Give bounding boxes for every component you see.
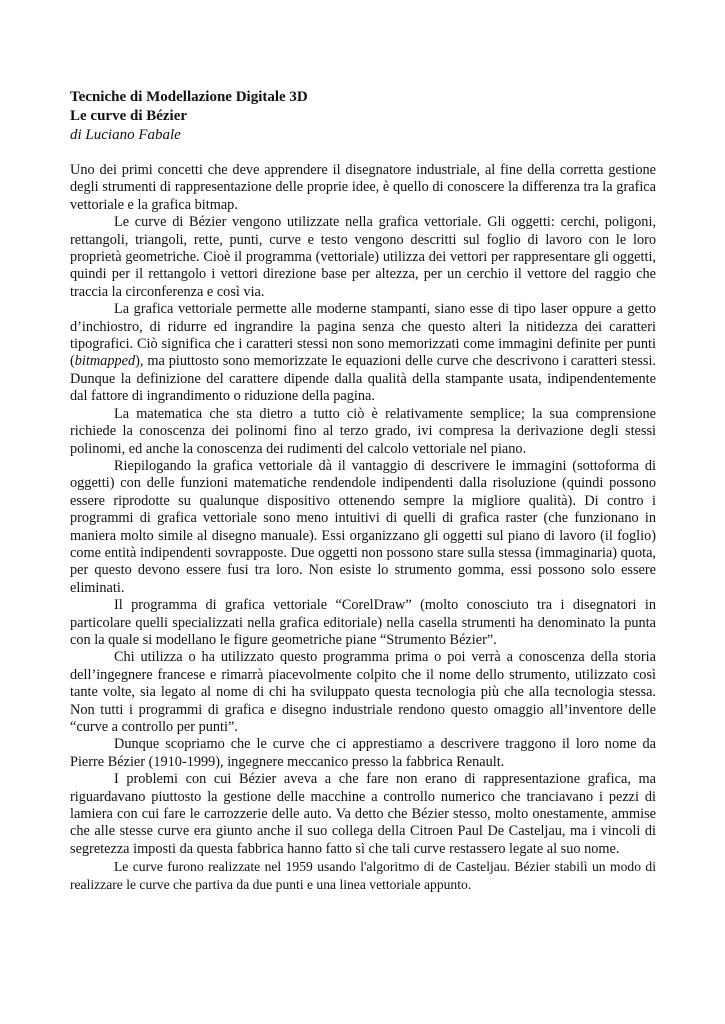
body-paragraph: La matematica che sta dietro a tutto ciò è relativamente semplice; la sua comprensione richiede la conoscenza dei polinomi fino al terzo grado, ivi compresa la derivazione degli stessi polinomi, ed anche la conoscenza dei rudimenti del calcolo vettoriale nel piano. bbox=[70, 405, 656, 457]
document-title: Tecniche di Modellazione Digitale 3D bbox=[70, 89, 308, 105]
body-paragraph: Le curve furono realizzate nel 1959 usando l'algoritmo di de Casteljau. Bézier stabilì un modo di realizzare le curve che partiva da due punti e una linea vettoriale appunto. bbox=[70, 859, 656, 892]
body-paragraph: Le curve di Bézier vengono utilizzate nella grafica vettoriale. Gli oggetti: cerchi, poligoni, rettangoli, triangoli, rette, punti, curve e testo vengono descritti sul foglio di lavoro con le loro proprietà geometriche. Cioè il programma (vettoriale) utilizza dei vettori per rappresentare gli oggetti, quindi per il rettangolo i vettori direzione base per altezza, per un cerchio il vettore del raggio che traccia la circonferenza e così via. bbox=[70, 214, 656, 300]
document-author: di Luciano Fabale bbox=[70, 127, 181, 143]
body-paragraph: La grafica vettoriale permette alle moderne stampanti, siano esse di tipo laser oppure a getto d’inchiostro, di ridurre ed ingrandire la pagina senza che questo alteri la nitidezza dei caratteri tipografici. Ciò significa che i caratteri stessi non sono memorizzati come immagini definite per punti (bitmapped), ma piuttosto sono memorizzate le equazioni delle curve che descrivono i caratteri stessi. Dunque la definizione del carattere dipende dalla qualità della stampante usata, indipendentemente dal fattore di ingrandimento o riduzione della pagina. bbox=[70, 301, 656, 405]
body-paragraph: Riepilogando la grafica vettoriale dà il vantaggio di descrivere le immagini (sottoforma di oggetti) con delle funzioni matematiche rendendole indipendenti dalla risoluzione (quindi possono essere riprodotte su qualunque dispositivo ottenendo sempre la migliore qualità). Di contro i programmi di grafica vettoriale sono meno intuitivi di quelli di grafica raster (che funzionano in maniera molto simile al disegno manuale). Essi organizzano gli oggetti sul piano di lavoro (il foglio) come entità indipendenti sovrapposte. Due oggetti non possono stare sulla stessa (immaginaria) quota, per questo devono essere fusi tra loro. Non esiste lo strumento gomma, essi possono solo essere eliminati. bbox=[70, 457, 656, 596]
body-paragraph: Uno dei primi concetti che deve apprendere il disegnatore industriale, al fine della corretta gestione degli strumenti di rappresentazione delle proprie idee, è quello di conoscere la differenza tra la grafica vettoriale e la grafica bitmap. bbox=[70, 162, 656, 213]
emphasis-term: bitmapped bbox=[74, 353, 136, 370]
document-page bbox=[70, 88, 656, 893]
document-subtitle: Le curve di Bézier bbox=[70, 108, 188, 124]
body-paragraph: Chi utilizza o ha utilizzato questo programma prima o poi verrà a conoscenza della storia dell’ingegnere francese e rimarrà piacevolmente colpito che il nome dello strumento, utilizzato così tante volte, sia legato al nome di chi ha sviluppato questa tecnologia più che alla tecnologia stessa. Non tutti i programmi di grafica e disegno industriale rendono questo omaggio all’inventore delle “curve a controllo per punti”. bbox=[70, 649, 656, 735]
body-paragraph: Dunque scopriamo che le curve che ci apprestiamo a descrivere traggono il loro nome da Pierre Bézier (1910-1999), ingegnere meccanico presso la fabbrica Renault. bbox=[70, 736, 656, 770]
body-paragraph: Il programma di grafica vettoriale “CorelDraw” (molto conosciuto tra i disegnatori in particolare quelli specializzati nella grafica editoriale) nella casella strumenti ha denominato la punta con la quale si modellano le figure geometriche piane “Strumento Bézier”. bbox=[70, 597, 656, 648]
body-paragraph: I problemi con cui Bézier aveva a che fare non erano di rappresentazione grafica, ma riguardavano piuttosto la gestione delle macchine a controllo numerico che tranciavano i pezzi di lamiera con cui fare le carrozzerie delle auto. Va detto che Bézier stesso, molto onestamente, ammise che alle stesse curve era giunto anche il suo collega della Citroen Paul De Casteljau, ma i vincoli di segretezza imposti da questa fabbrica hanno fatto sì che tali curve restassero legate al suo nome. bbox=[70, 771, 656, 857]
